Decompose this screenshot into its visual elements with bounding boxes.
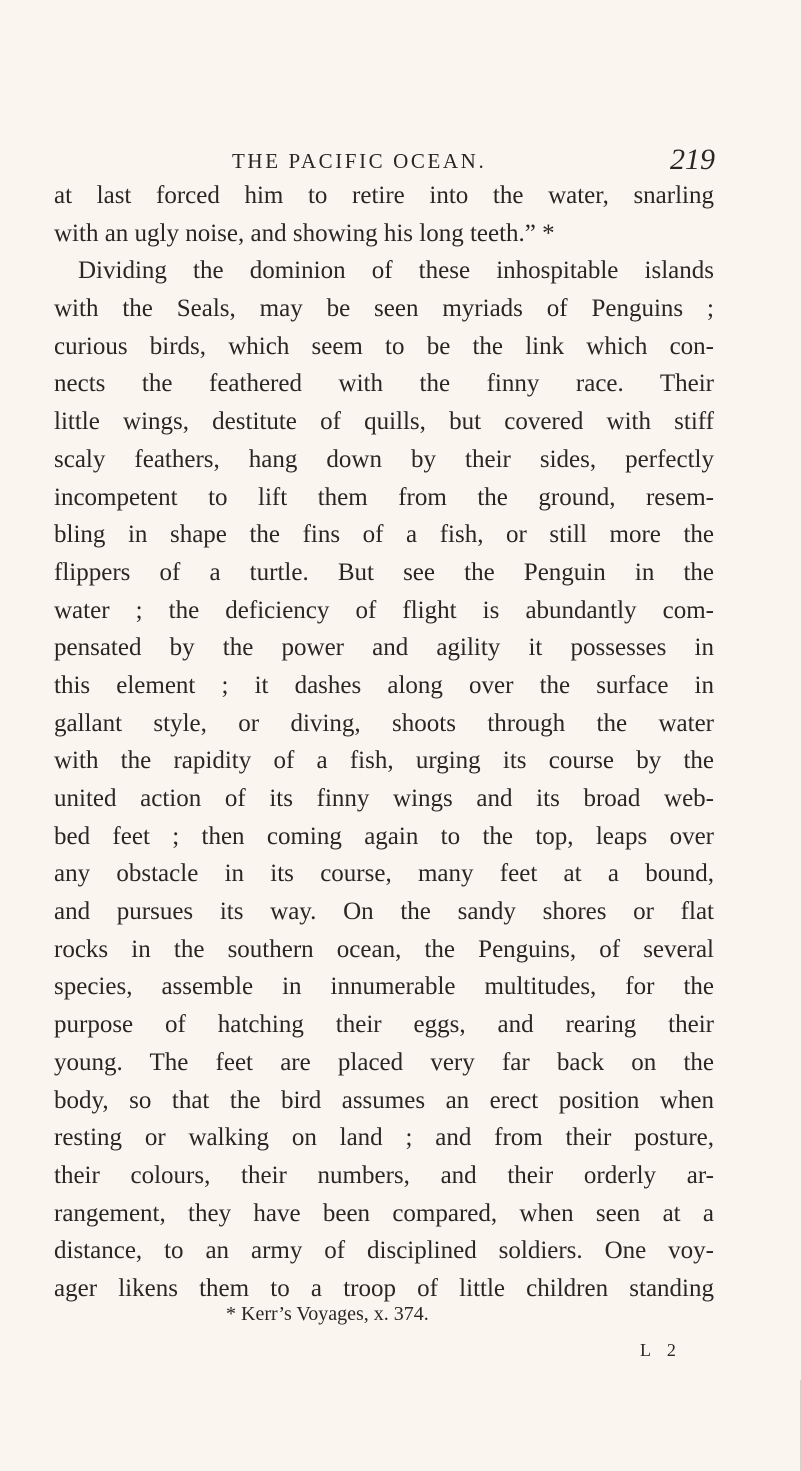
text-line: resting or walking on land ; and from their posture, <box>54 1124 714 1152</box>
text-line: at last forced him to retire into the water, snarling <box>54 182 714 209</box>
text-line: bed feet ; then coming again to the top, leaps over <box>54 822 714 850</box>
text-line: with the rapidity of a fish, urging its course by the <box>54 747 714 775</box>
text-line: their colours, their numbers, and their orderly ar- <box>54 1161 714 1189</box>
text-line: distance, to an army of disciplined soldiers. One voy- <box>54 1237 714 1265</box>
page-number: 219 <box>670 143 715 176</box>
text-line: purpose of hatching their eggs, and rearing their <box>54 1011 714 1039</box>
text-line: flippers of a turtle. But see the Penguin in the <box>54 558 714 586</box>
text-line: rocks in the southern ocean, the Penguins, of several <box>54 935 714 963</box>
text-line: species, assemble in innumerable multitudes, for the <box>54 973 714 1001</box>
text-line: water ; the deficiency of flight is abundantly com- <box>54 596 714 624</box>
text-line: young. The feet are placed very far back on the <box>54 1048 714 1076</box>
text-line: scaly feathers, hang down by their sides, perfectly <box>54 445 714 473</box>
text-line: with an ugly noise, and showing his long teeth.” * <box>54 219 555 247</box>
text-line: Dividing the dominion of these inhospitable islands <box>78 257 714 285</box>
text-line: little wings, destitute of quills, but covered with stiff <box>54 408 714 436</box>
text-line: bling in shape the fins of a fish, or still more the <box>54 521 714 549</box>
text-line: incompetent to lift them from the ground, resem- <box>54 483 714 511</box>
text-line: gallant style, or diving, shoots through the water <box>54 709 714 737</box>
text-line: body, so that the bird assumes an erect position when <box>54 1086 714 1114</box>
footnote-text: * Kerr’s Voyages, x. 374. <box>226 1303 429 1325</box>
text-line: pensated by the power and agility it possesses in <box>54 634 714 662</box>
text-line: rangement, they have been compared, when seen at a <box>54 1199 714 1227</box>
text-line: and pursues its way. On the sandy shores or flat <box>54 898 714 926</box>
signature-mark: L 2 <box>640 1340 682 1360</box>
text-line: any obstacle in its course, many feet at a bound, <box>54 860 714 888</box>
text-line: ager likens them to a troop of little children standing <box>54 1274 714 1302</box>
body-text <box>54 177 714 1308</box>
running-title: THE PACIFIC OCEAN. <box>232 149 487 173</box>
text-line: curious birds, which seem to be the link which con- <box>54 332 714 360</box>
text-line: nects the feathered with the finny race. Their <box>54 370 714 398</box>
text-line: this element ; it dashes along over the surface in <box>54 671 714 699</box>
text-line: with the Seals, may be seen myriads of Penguins ; <box>54 295 714 323</box>
text-line: united action of its finny wings and its broad web- <box>54 785 714 812</box>
